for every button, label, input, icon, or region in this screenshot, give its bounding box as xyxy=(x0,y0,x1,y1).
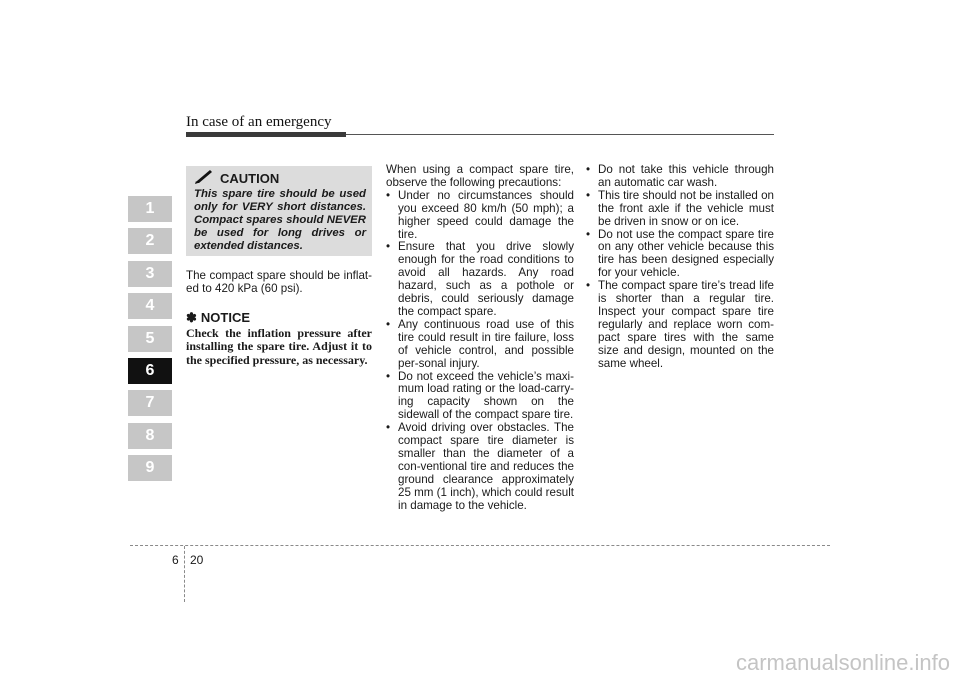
precautions-list xyxy=(386,190,574,513)
column-1 xyxy=(186,270,372,367)
notice-asterisk-icon: ✽ xyxy=(186,309,197,325)
caution-text: This spare tire should be used only for VERY short distances. Compact spares should NEVER be used for long drives or extended distances. xyxy=(194,188,366,252)
list-item: • Any continuous road use of this tire could result in tire failure, loss of vehicle control, and possible per-sonal injury. xyxy=(386,319,574,371)
chapter-tab-5[interactable]: 5 xyxy=(128,326,172,352)
precautions-intro: When using a compact spare tire, observe the following precautions: xyxy=(386,163,574,189)
precautions-list-continued xyxy=(586,164,774,371)
caution-label: CAUTION xyxy=(220,171,280,186)
list-item: • Do not take this vehicle through an automatic car wash. xyxy=(586,164,774,190)
notice-text: Check the inflation pressure after installing the spare tire. Adjust it to the specified pressure, as necessary. xyxy=(186,325,372,367)
pencil-icon xyxy=(194,170,214,187)
title-divider xyxy=(346,134,774,135)
footer-chapter-number: 6 xyxy=(172,553,179,567)
chapter-tab-6[interactable]: 6 xyxy=(128,358,172,384)
chapter-tab-3[interactable]: 3 xyxy=(128,261,172,287)
footer-divider xyxy=(130,545,830,546)
column-3 xyxy=(586,164,774,371)
inflation-paragraph: The compact spare should be inflat-ed to 420 kPa (60 psi). xyxy=(186,269,372,295)
notice-header xyxy=(186,310,372,326)
section-title: In case of an emergency xyxy=(186,114,332,130)
chapter-tab-9[interactable]: 9 xyxy=(128,455,172,481)
chapter-tab-1[interactable]: 1 xyxy=(128,196,172,222)
title-bar xyxy=(186,132,346,137)
list-item: • The compact spare tire’s tread life is shorter than a regular tire. Inspect your compact spare tire regularly and replace worn com-pact spare tires with the same size and design, mounted on the same wheel. xyxy=(586,280,774,370)
list-item: • Do not use the compact spare tire on any other vehicle because this tire has been designed especially for your vehicle. xyxy=(586,229,774,281)
footer-page-number: 20 xyxy=(190,553,204,567)
column-2 xyxy=(386,164,574,512)
footer-vertical-divider xyxy=(184,546,185,602)
list-item: • Do not exceed the vehicle’s maxi-mum load rating or the load-carry-ing capacity shown on the sidewall of the compact spare tire. xyxy=(386,371,574,423)
watermark: carmanualsonline.info xyxy=(735,650,950,675)
caution-box xyxy=(186,166,372,256)
list-item: • Under no circumstances should you exceed 80 km/h (50 mph); a higher speed could damage the tire. xyxy=(386,190,574,242)
chapter-tab-8[interactable]: 8 xyxy=(128,423,172,449)
chapter-tab-4[interactable]: 4 xyxy=(128,293,172,319)
notice-label: NOTICE xyxy=(200,310,251,326)
list-item: • Avoid driving over obstacles. The compact spare tire diameter is smaller than the diameter of a con-ventional tire and reduces the ground clearance approximately 25 mm (1 inch), which could result in damage to the vehicle. xyxy=(386,422,574,512)
caution-header xyxy=(194,170,366,187)
chapter-tab-7[interactable]: 7 xyxy=(128,390,172,416)
chapter-tab-2[interactable]: 2 xyxy=(128,228,172,254)
chapter-tabs xyxy=(128,196,172,488)
list-item: • Ensure that you drive slowly enough for the road conditions to avoid all hazards. Any road hazard, such as a pothole or debris, could seriously damage the compact spare. xyxy=(386,241,574,318)
list-item: • This tire should not be installed on the front axle if the vehicle must be driven in snow or on ice. xyxy=(586,190,774,229)
